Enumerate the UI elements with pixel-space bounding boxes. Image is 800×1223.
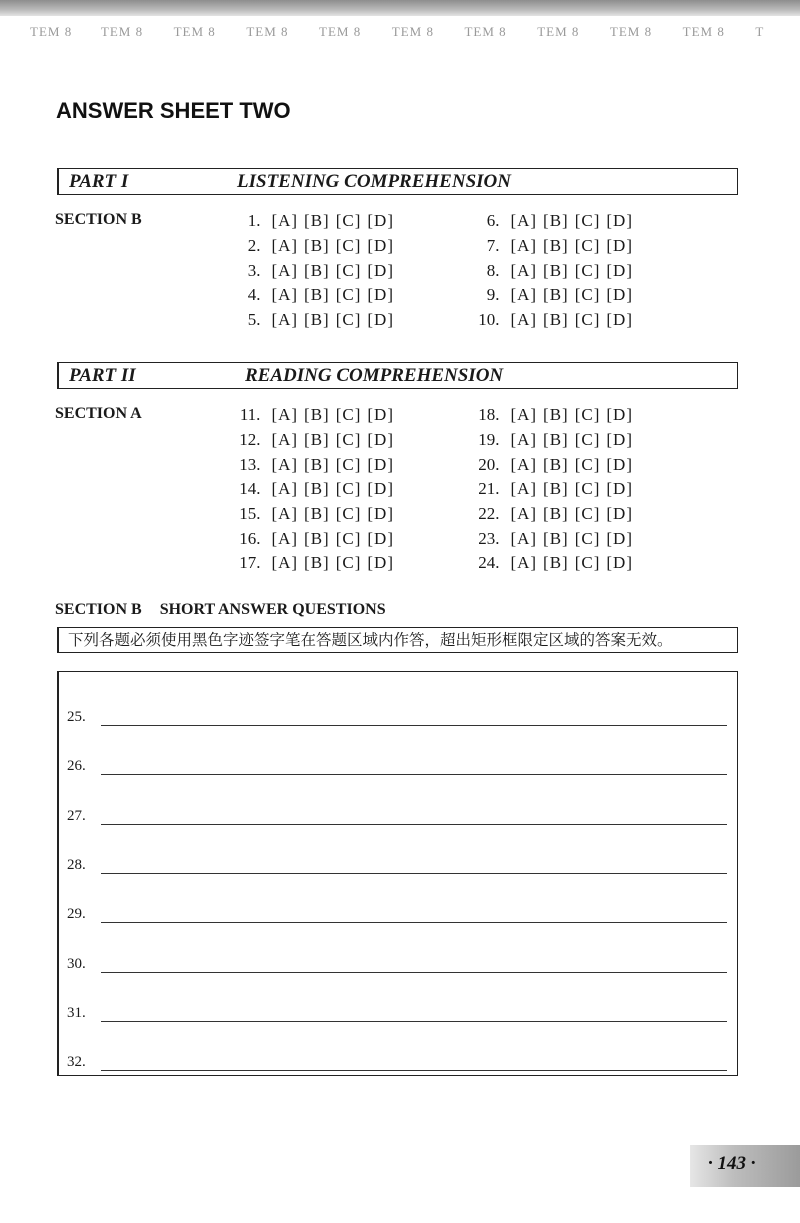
answer-option-c[interactable]: [C]: [574, 405, 601, 425]
answer-option-d[interactable]: [D]: [606, 479, 633, 499]
question-number: 5.: [247, 310, 261, 330]
answer-option-b[interactable]: [B]: [543, 405, 569, 425]
part1-label: PART I: [69, 171, 129, 192]
answer-option-a[interactable]: [A]: [510, 553, 538, 573]
short-answer-row: [67, 852, 727, 876]
answer-option-a[interactable]: [A]: [271, 260, 299, 280]
answer-option-b[interactable]: [B]: [543, 528, 569, 548]
header-tag: T: [755, 24, 765, 39]
answer-line[interactable]: [101, 873, 727, 874]
answer-option-a[interactable]: [A]: [271, 553, 299, 573]
answer-line[interactable]: [101, 824, 727, 825]
answer-option-d[interactable]: [D]: [606, 528, 633, 548]
page-number: · 143 ·: [708, 1153, 756, 1174]
question-row: [200, 551, 394, 576]
answer-option-a[interactable]: [A]: [510, 454, 538, 474]
answer-option-c[interactable]: [C]: [335, 310, 362, 330]
question-row: [200, 209, 394, 234]
question-number: 4.: [247, 285, 261, 305]
question-row: [436, 234, 633, 259]
short-answer-row: [67, 1049, 727, 1073]
header-tag: TEM 8: [609, 24, 653, 39]
answer-option-a[interactable]: [A]: [271, 504, 299, 524]
question-row: [200, 477, 394, 502]
header-tag: TEM 8: [100, 24, 144, 39]
part2-name: READING COMPREHENSION: [245, 365, 504, 386]
question-number: 23.: [478, 528, 500, 548]
part1-column-2: [436, 209, 633, 332]
answer-option-d[interactable]: [D]: [606, 405, 633, 425]
answer-option-b[interactable]: [B]: [543, 236, 569, 256]
question-number: 3.: [247, 260, 261, 280]
part1-column-1: [200, 209, 394, 332]
answer-option-c[interactable]: [C]: [574, 285, 601, 305]
question-row: [436, 502, 633, 527]
answer-option-d[interactable]: [D]: [606, 430, 633, 450]
question-row: [436, 258, 633, 283]
answer-option-b[interactable]: [B]: [543, 430, 569, 450]
answer-option-d[interactable]: [D]: [367, 528, 394, 548]
question-row: [200, 283, 394, 308]
header-tag: TEM 8: [464, 24, 507, 39]
answer-option-b[interactable]: [B]: [304, 454, 330, 474]
part2-section-label: SECTION A: [55, 405, 142, 422]
part2-column-1: [200, 403, 394, 576]
answer-option-d[interactable]: [D]: [606, 260, 633, 280]
answer-option-c[interactable]: [C]: [335, 236, 362, 256]
part2-label: PART II: [69, 365, 136, 386]
answer-option-b[interactable]: [B]: [304, 479, 330, 499]
answer-line[interactable]: [101, 1070, 727, 1071]
answer-option-c[interactable]: [C]: [335, 454, 362, 474]
answer-option-d[interactable]: [D]: [606, 310, 633, 330]
answer-option-a[interactable]: [A]: [510, 236, 538, 256]
answer-option-a[interactable]: [A]: [510, 528, 538, 548]
header-tag: TEM 8: [246, 24, 289, 39]
answer-option-b[interactable]: [B]: [543, 310, 569, 330]
short-answer-number: 32.: [67, 1054, 86, 1071]
answer-line[interactable]: [101, 922, 727, 923]
question-number: 20.: [478, 454, 500, 474]
answer-option-d[interactable]: [D]: [606, 211, 633, 231]
short-answer-number: 29.: [67, 906, 86, 923]
short-answer-number: 25.: [67, 709, 86, 725]
section-b-subtitle: SHORT ANSWER QUESTIONS: [159, 601, 386, 618]
answer-option-a[interactable]: [A]: [271, 211, 299, 231]
sheet-title: ANSWER SHEET TWO: [56, 98, 291, 123]
answer-option-d[interactable]: [D]: [367, 479, 394, 499]
answer-option-d[interactable]: [D]: [367, 236, 394, 256]
short-answer-row: [67, 803, 727, 827]
section-b-title: [55, 601, 386, 619]
question-number: 12.: [239, 430, 261, 450]
short-answer-row: [67, 901, 727, 925]
short-answer-number: 31.: [67, 1004, 86, 1021]
answer-option-a[interactable]: [A]: [510, 479, 538, 499]
question-number: 11.: [239, 405, 261, 425]
answer-notice: 下列各题必须使用黑色字迹签字笔在答题区域内作答，超出矩形框限定区域的答案无效。: [57, 627, 738, 653]
question-row: [200, 428, 394, 453]
answer-option-d[interactable]: [D]: [367, 260, 394, 280]
answer-option-c[interactable]: [C]: [574, 454, 601, 474]
header-tag: TEM 8: [30, 24, 73, 39]
answer-option-d[interactable]: [D]: [606, 236, 633, 256]
answer-option-a[interactable]: [A]: [510, 310, 538, 330]
answer-option-b[interactable]: [B]: [304, 260, 330, 280]
short-answer-row: [67, 951, 727, 975]
question-number: 8.: [486, 260, 500, 280]
question-row: [436, 526, 633, 551]
question-row: [200, 308, 394, 333]
answer-option-a[interactable]: [A]: [271, 310, 299, 330]
answer-option-d[interactable]: [D]: [367, 405, 394, 425]
question-number: 24.: [478, 553, 500, 573]
question-number: 10.: [478, 310, 500, 330]
question-number: 17.: [239, 553, 261, 573]
answer-option-d[interactable]: [D]: [606, 553, 633, 573]
header-tag: TEM 8: [682, 24, 725, 39]
short-answer-number: 26.: [67, 758, 86, 775]
question-row: [436, 209, 633, 234]
question-row: [436, 308, 633, 333]
answer-line[interactable]: [101, 774, 727, 775]
question-row: [436, 428, 633, 453]
answer-option-d[interactable]: [D]: [367, 285, 394, 305]
question-number: 9.: [486, 285, 500, 305]
section-b-label: SECTION B: [55, 601, 142, 618]
answer-option-c[interactable]: [C]: [574, 260, 601, 280]
short-answer-number: 30.: [67, 955, 86, 972]
answer-option-c[interactable]: [C]: [574, 504, 601, 524]
short-answer-row: [67, 1000, 727, 1024]
answer-option-c[interactable]: [C]: [335, 285, 362, 305]
running-header: [0, 24, 800, 44]
answer-option-a[interactable]: [A]: [271, 430, 299, 450]
answer-option-a[interactable]: [A]: [510, 504, 538, 524]
answer-option-b[interactable]: [B]: [543, 454, 569, 474]
header-tag: TEM 8: [391, 24, 434, 39]
answer-option-b[interactable]: [B]: [304, 430, 330, 450]
question-row: [436, 551, 633, 576]
page-number-tab: [690, 1145, 800, 1187]
answer-option-d[interactable]: [D]: [606, 454, 633, 474]
answer-option-a[interactable]: [A]: [510, 285, 538, 305]
answer-option-c[interactable]: [C]: [335, 260, 362, 280]
short-answer-row: [67, 704, 727, 728]
answer-option-b[interactable]: [B]: [543, 479, 569, 499]
answer-option-c[interactable]: [C]: [335, 528, 362, 548]
short-answer-number: 28.: [67, 856, 86, 873]
short-answer-number: 27.: [67, 807, 86, 824]
answer-option-c[interactable]: [C]: [574, 430, 601, 450]
answer-option-a[interactable]: [A]: [510, 405, 538, 425]
question-row: [200, 452, 394, 477]
question-number: 16.: [239, 528, 261, 548]
question-row: [436, 283, 633, 308]
header-tag: TEM 8: [319, 24, 362, 39]
question-number: 14.: [239, 479, 261, 499]
answer-option-c[interactable]: [C]: [574, 236, 601, 256]
answer-option-b[interactable]: [B]: [543, 285, 569, 305]
part2-column-2: [436, 403, 633, 576]
question-row: [200, 526, 394, 551]
answer-option-b[interactable]: [B]: [543, 260, 569, 280]
question-number: 18.: [478, 405, 500, 425]
answer-option-a[interactable]: [A]: [271, 285, 299, 305]
answer-option-b[interactable]: [B]: [304, 528, 330, 548]
answer-option-d[interactable]: [D]: [606, 504, 633, 524]
answer-option-b[interactable]: [B]: [304, 405, 330, 425]
answer-option-b[interactable]: [B]: [304, 285, 330, 305]
question-row: [436, 477, 633, 502]
question-row: [200, 258, 394, 283]
part1-section-label: SECTION B: [55, 211, 142, 228]
answer-option-b[interactable]: [B]: [304, 236, 330, 256]
question-number: 13.: [239, 454, 261, 474]
short-answer-box: [57, 671, 738, 1076]
question-row: [436, 452, 633, 477]
answer-option-b[interactable]: [B]: [304, 211, 330, 231]
question-number: 19.: [478, 430, 500, 450]
answer-option-b[interactable]: [B]: [304, 553, 330, 573]
answer-option-d[interactable]: [D]: [367, 454, 394, 474]
answer-option-a[interactable]: [A]: [271, 405, 299, 425]
answer-option-d[interactable]: [D]: [606, 285, 633, 305]
part1-name: LISTENING COMPREHENSION: [237, 171, 511, 192]
question-number: 6.: [486, 211, 500, 231]
part2-header: [57, 362, 738, 389]
question-number: 22.: [478, 504, 500, 524]
answer-option-d[interactable]: [D]: [367, 430, 394, 450]
answer-option-c[interactable]: [C]: [335, 430, 362, 450]
answer-option-a[interactable]: [A]: [510, 260, 538, 280]
answer-option-a[interactable]: [A]: [510, 430, 538, 450]
answer-option-b[interactable]: [B]: [543, 211, 569, 231]
question-row: [200, 234, 394, 259]
question-row: [200, 403, 394, 428]
answer-option-d[interactable]: [D]: [367, 211, 394, 231]
answer-option-a[interactable]: [A]: [271, 454, 299, 474]
answer-option-b[interactable]: [B]: [304, 504, 330, 524]
answer-line[interactable]: [101, 1021, 727, 1022]
part1-header: [57, 168, 738, 195]
question-number: 1.: [247, 211, 261, 231]
top-decorative-band: [0, 0, 800, 16]
answer-option-c[interactable]: [C]: [574, 528, 601, 548]
answer-option-a[interactable]: [A]: [271, 236, 299, 256]
question-number: 21.: [478, 479, 500, 499]
answer-option-a[interactable]: [A]: [271, 479, 299, 499]
answer-option-d[interactable]: [D]: [367, 310, 394, 330]
question-number: 2.: [247, 236, 261, 256]
answer-option-b[interactable]: [B]: [543, 553, 569, 573]
question-row: [436, 403, 633, 428]
answer-option-c[interactable]: [C]: [335, 553, 362, 573]
answer-option-c[interactable]: [C]: [574, 211, 601, 231]
answer-option-c[interactable]: [C]: [335, 504, 362, 524]
answer-line[interactable]: [101, 972, 727, 973]
question-row: [200, 502, 394, 527]
header-tag: TEM 8: [537, 24, 580, 39]
answer-option-b[interactable]: [B]: [543, 504, 569, 524]
answer-option-d[interactable]: [D]: [367, 504, 394, 524]
question-number: 7.: [486, 236, 500, 256]
answer-option-c[interactable]: [C]: [574, 553, 601, 573]
answer-line[interactable]: [101, 725, 727, 726]
question-number: 15.: [239, 504, 261, 524]
short-answer-row: [67, 753, 727, 777]
answer-option-c[interactable]: [C]: [574, 479, 601, 499]
answer-option-c[interactable]: [C]: [574, 310, 601, 330]
answer-option-c[interactable]: [C]: [335, 211, 362, 231]
answer-option-c[interactable]: [C]: [335, 479, 362, 499]
answer-option-a[interactable]: [A]: [271, 528, 299, 548]
answer-option-d[interactable]: [D]: [367, 553, 394, 573]
answer-option-a[interactable]: [A]: [510, 211, 538, 231]
answer-option-b[interactable]: [B]: [304, 310, 330, 330]
answer-option-c[interactable]: [C]: [335, 405, 362, 425]
header-tag: TEM 8: [173, 24, 216, 39]
